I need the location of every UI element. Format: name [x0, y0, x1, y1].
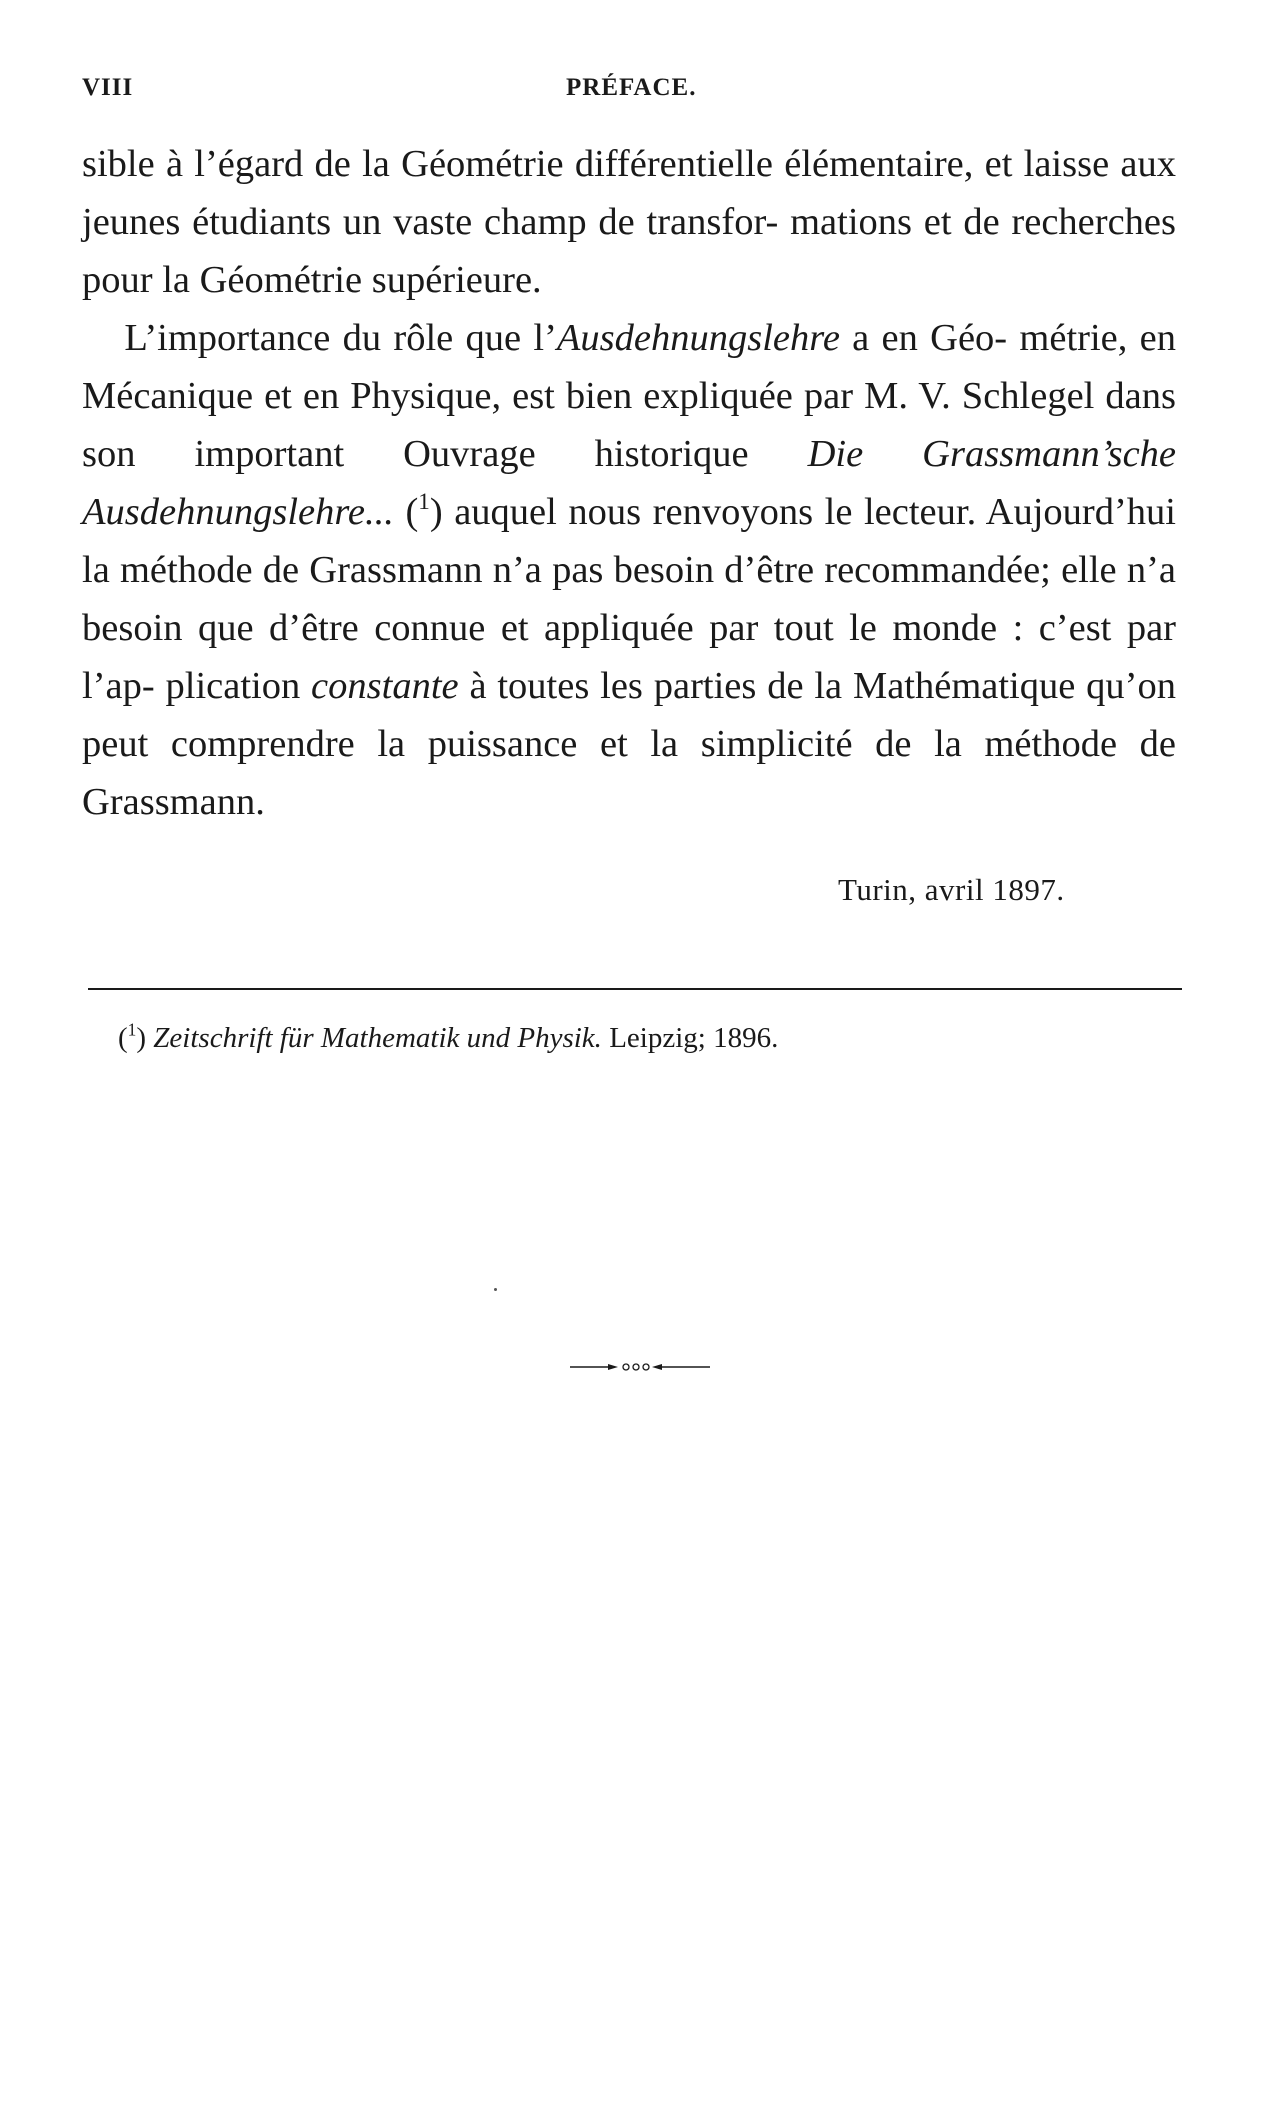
paragraph-2-seg5: ( — [393, 491, 419, 533]
body-text — [82, 135, 1176, 831]
footnote — [118, 1019, 779, 1055]
footnote-marker-close: ) — [136, 1022, 154, 1054]
footnote-journal-italic: Zeitschrift für Mathematik und Physik. — [153, 1022, 602, 1054]
place-date-signature: Turin, avril 1897. — [838, 872, 1065, 907]
footnote-rule — [88, 988, 1182, 990]
paragraph-2-seg6: ) auquel nous renvoyons le lecteur. Aujourd’hui la méthode de Grassmann n’a pas besoin d’être recommandée; elle n’a besoin que d’être connue et appliquée par tout le monde : c’est par l’ap- plication — [82, 491, 1176, 707]
ausdehnungslehre-italic: Ausdehnungslehre — [556, 317, 840, 359]
paragraph-2-seg1: L’importance du rôle que l’ — [124, 317, 557, 359]
paragraph-1: sible à l’égard de la Géométrie différentielle élémentaire, et laisse aux jeunes étudiants un vaste champ de transfor- mations et de recherches pour la Géométrie supérieure. — [82, 143, 1176, 301]
paragraph-2-seg8: à toutes les parties de la Mathématique qu’on peut comprendre la puissance et la simplicité de la méthode de Grassmann. — [82, 665, 1176, 823]
running-title: PRÉFACE. — [566, 74, 697, 101]
tail-ornament-icon — [570, 1360, 710, 1374]
footnote-marker-open: ( — [118, 1022, 128, 1054]
paragraph-2-seg3: a en Géo- métrie, en Mécanique et en Physique, est bien expliquée par M. V. Schlegel dans son important Ouvrage historique — [82, 317, 1176, 475]
constante-italic: constante — [311, 665, 459, 707]
footnote-rest: Leipzig; 1896. — [601, 1022, 779, 1054]
footnote-marker-number: 1 — [127, 1019, 137, 1040]
paragraph-2 — [82, 309, 1176, 831]
footnote-reference[interactable]: 1 — [418, 488, 430, 514]
page-number: VIII — [82, 74, 134, 101]
running-head — [82, 74, 1182, 114]
print-speck — [494, 1288, 497, 1291]
schlegel-title-italic: Die Grassmann’sche Ausdehnungslehre... — [82, 433, 1176, 533]
